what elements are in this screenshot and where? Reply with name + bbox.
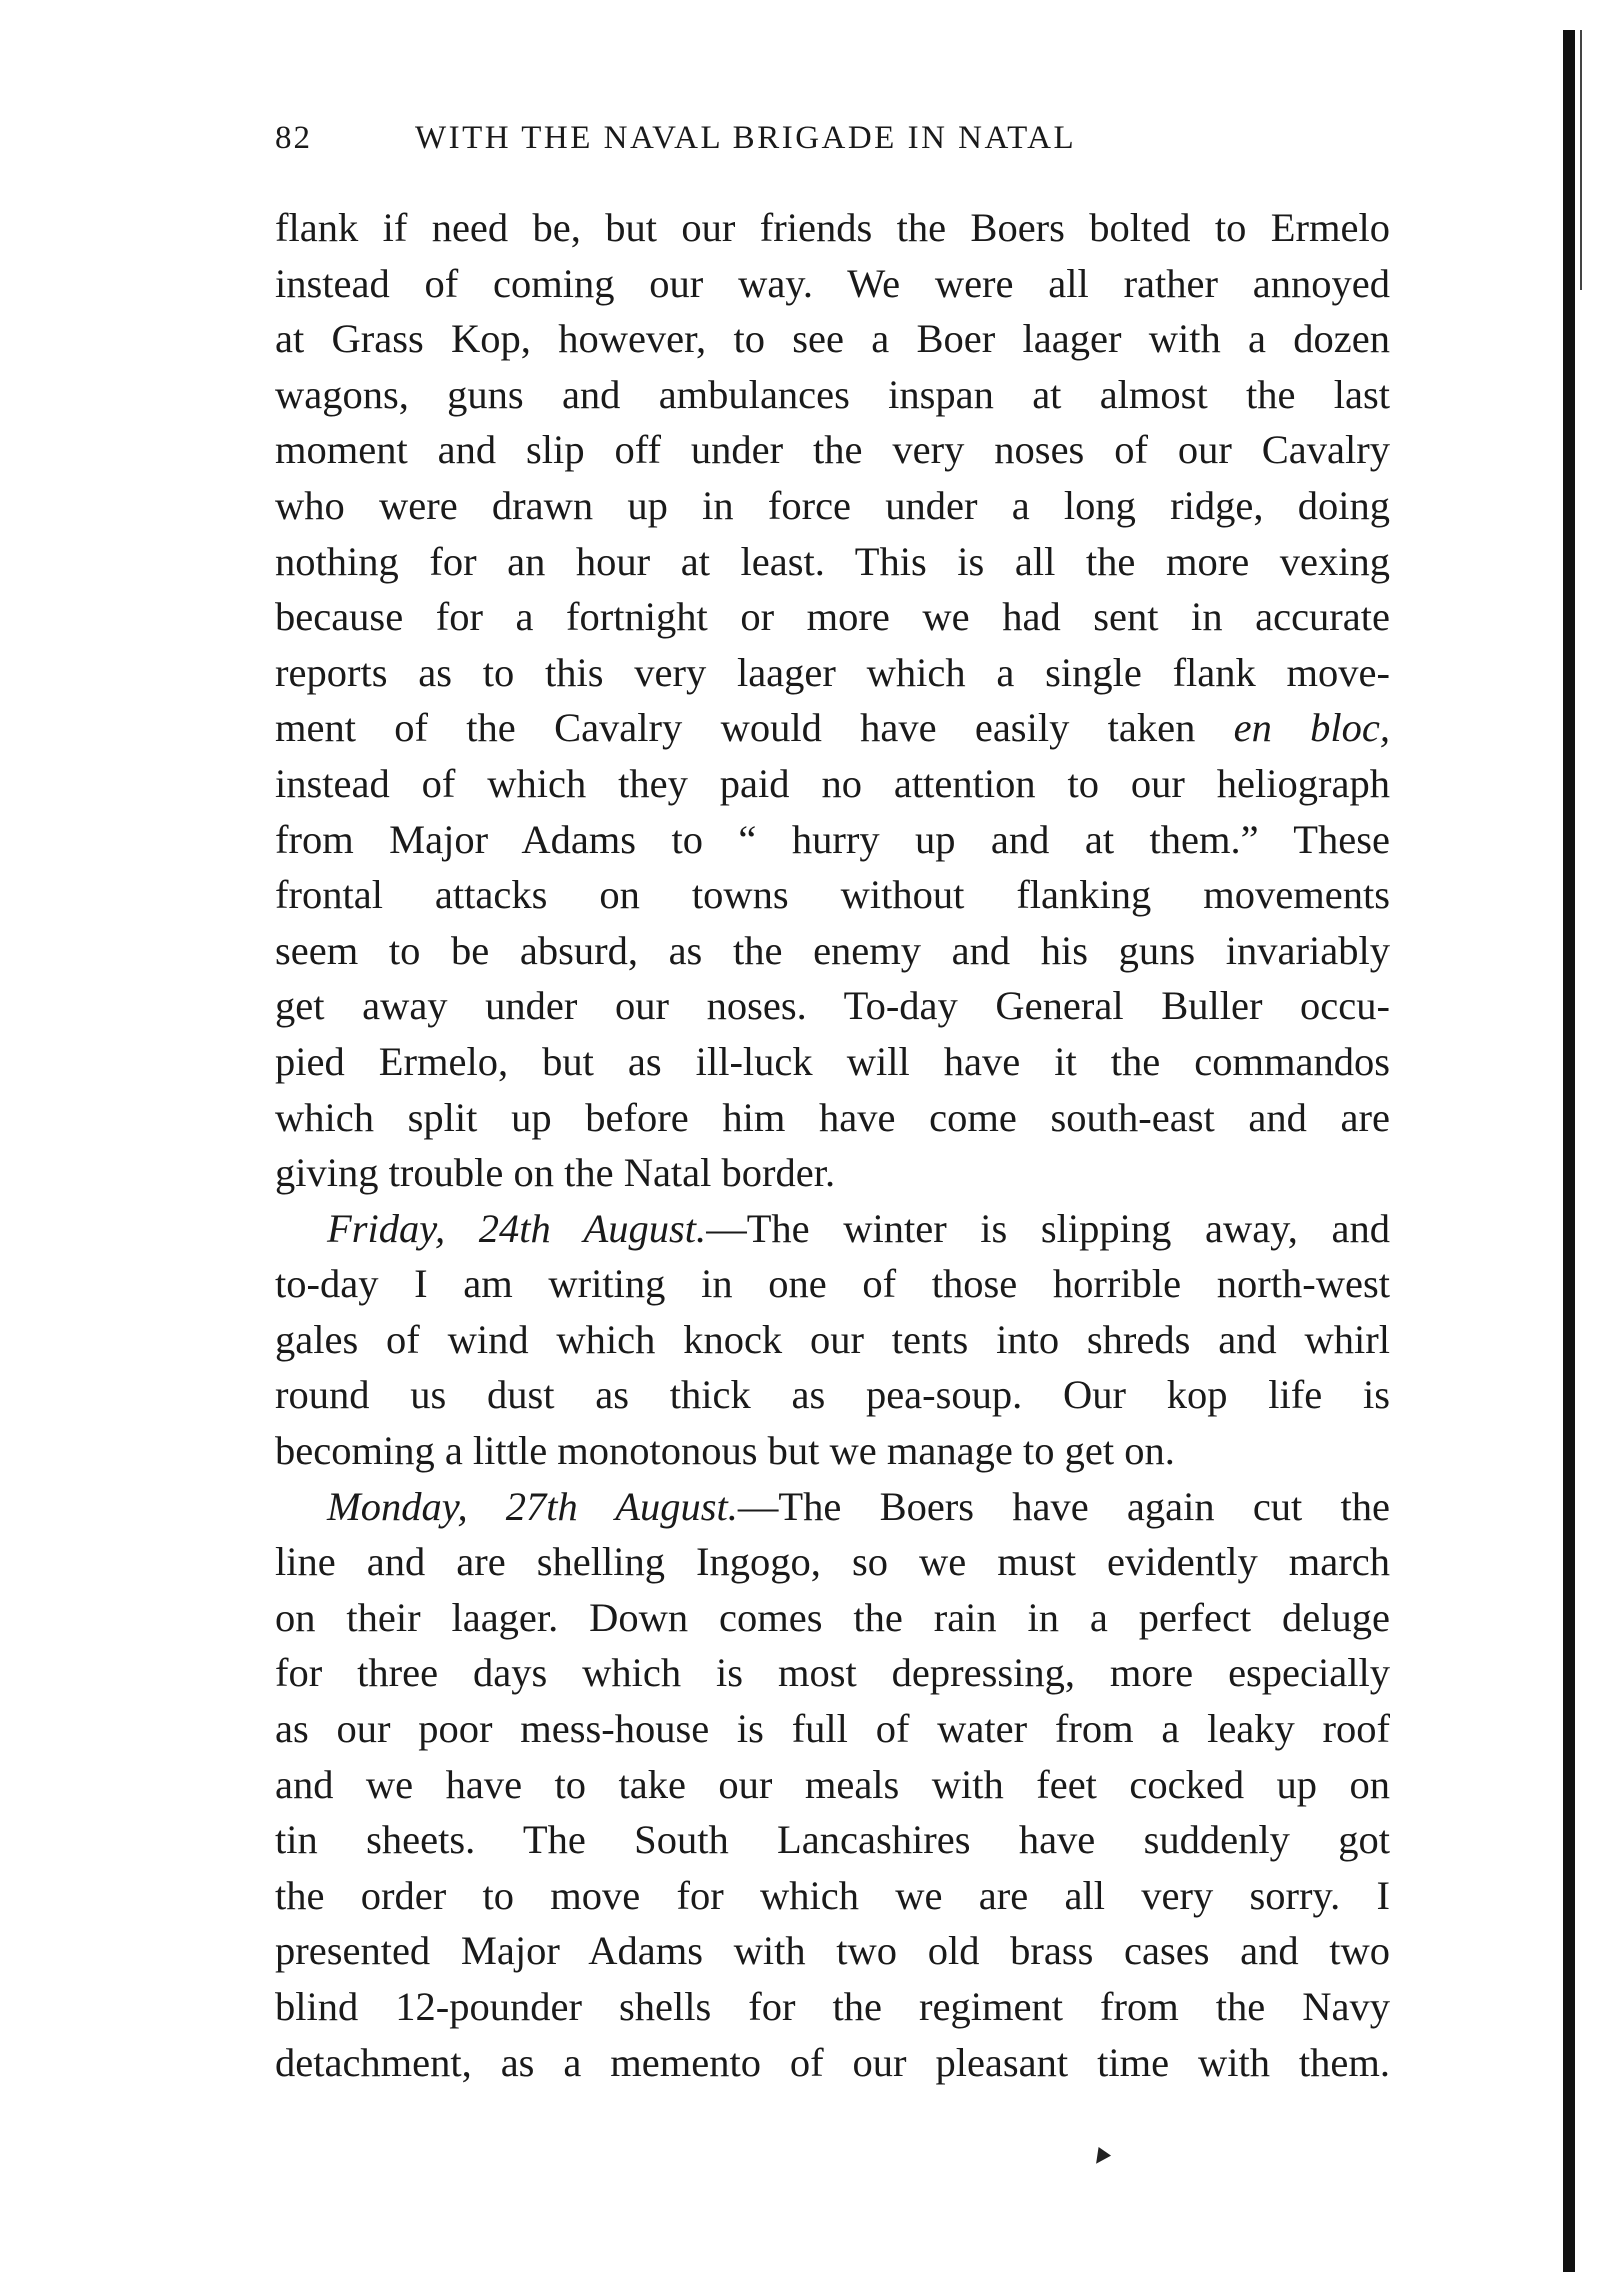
entry-date: Monday, 27th August. [327,1483,738,1529]
page-number: 82 [275,120,312,156]
italic-phrase: en bloc, [1233,705,1390,751]
text-line: instead of which they paid no attention to our heliograph [275,760,1390,806]
diary-entry-monday [275,1479,1390,1535]
text-line: who were drawn up in force under a long ridge, doing [275,482,1390,528]
text-line: giving trouble on the Natal border. [275,1150,836,1196]
text-line: blind 12-pounder shells for the regiment from the Navy [275,1984,1390,2029]
text-line: seem to be absurd, as the enemy and his guns invariably [275,927,1390,973]
running-head [275,120,1385,170]
text-line [275,700,1390,756]
running-title: WITH THE NAVAL BRIGADE IN NATAL [415,120,1077,156]
text-line: tin sheets. The South Lancashires have suddenly got [275,1817,1390,1863]
text-line: round us dust as thick as pea-soup. Our kop life is [275,1372,1390,1418]
text-line: gales of wind which knock our tents into shreds and whirl [275,1316,1390,1362]
text-fragment: —The Boers have again cut the [737,1483,1390,1529]
body-text [275,200,1390,2090]
text-line: detachment, as a memento of our pleasant time with them. [275,2039,1390,2085]
text-line: the order to move for which we are all very sorry. I [275,1872,1390,1918]
stray-mark-icon: ▼ [1082,2137,1121,2176]
diary-entry-friday [275,1201,1390,1257]
text-line: presented Major Adams with two old brass cases and two [275,1928,1390,1974]
text-line: at Grass Kop, however, to see a Boer laager with a dozen [275,316,1390,362]
text-line: because for a fortnight or more we had sent in accurate [275,594,1390,640]
text-line: to-day I am writing in one of those horrible north-west [275,1261,1390,1307]
text-line: nothing for an hour at least. This is all the more vexing [275,538,1390,584]
text-line: wagons, guns and ambulances inspan at almost the last [275,371,1390,417]
text-line: moment and slip off under the very noses of our Cavalry [275,427,1390,473]
page-edge-line [1580,30,1582,290]
page-edge-shadow [1563,30,1575,2272]
text-fragment: ment of the Cavalry would have easily taken [275,705,1234,751]
text-line: as our poor mess-house is full of water from a leaky roof [275,1706,1390,1752]
text-fragment: —The winter is slipping away, and [706,1205,1390,1251]
text-line: line and are shelling Ingogo, so we must evidently march [275,1539,1390,1585]
text-line: which split up before him have come south-east and are [275,1094,1390,1140]
text-line: becoming a little monotonous but we manage to get on. [275,1428,1175,1474]
text-line: reports as to this very laager which a single flank move- [275,649,1390,695]
text-line: instead of coming our way. We were all rather annoyed [275,260,1390,306]
text-line: flank if need be, but our friends the Boers bolted to Ermelo [275,205,1390,250]
text-line: on their laager. Down comes the rain in a perfect deluge [275,1594,1390,1640]
text-line: for three days which is most depressing, more especially [275,1650,1390,1696]
entry-date: Friday, 24th August. [327,1205,707,1251]
text-line: from Major Adams to “ hurry up and at them.” These [275,816,1390,862]
text-line: frontal attacks on towns without flanking movements [275,872,1390,918]
text-line: pied Ermelo, but as ill-luck will have it the commandos [275,1038,1390,1084]
text-line: get away under our noses. To-day General Buller occu- [275,983,1390,1029]
text-line: and we have to take our meals with feet cocked up on [275,1761,1390,1807]
